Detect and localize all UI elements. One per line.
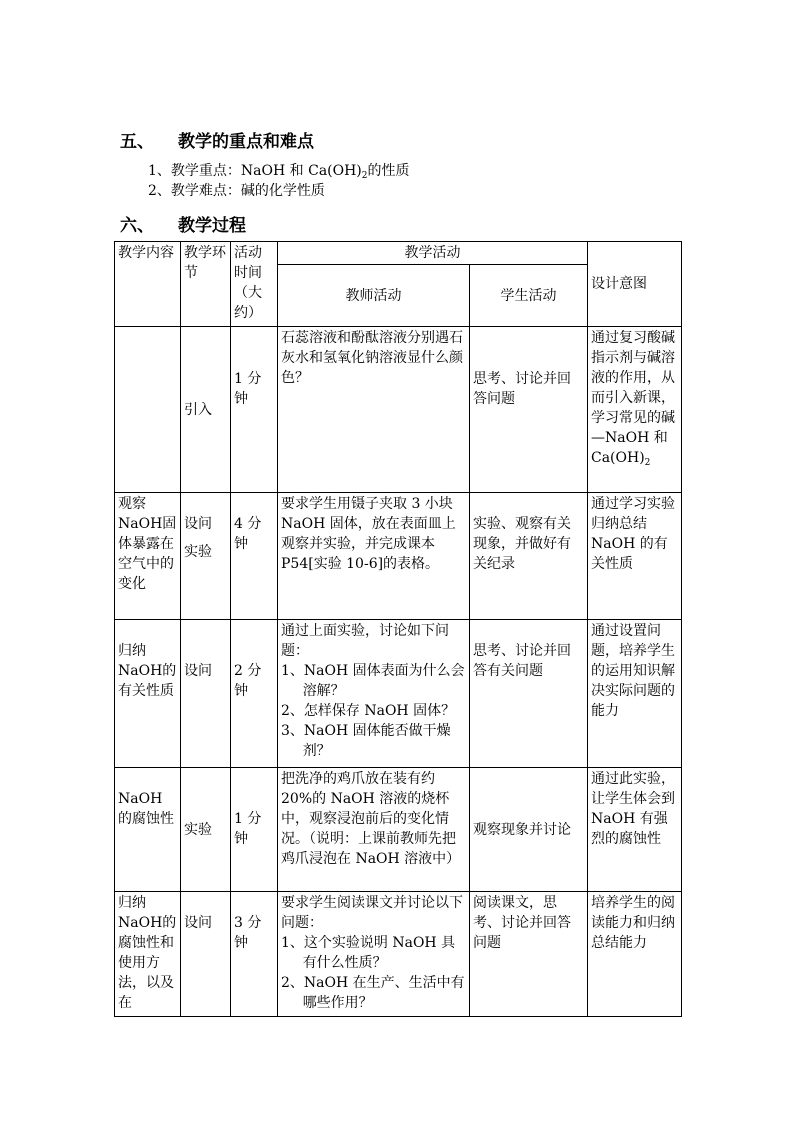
row1-student: 思考、讨论并回答问题: [470, 327, 588, 493]
difficulty-line: 2、教学难点：碱的化学性质: [148, 183, 325, 199]
row2-teacher: 要求学生用镊子夹取 3 小块 NaOH 固体，放在表面皿上观察并实验，并完成课本 P54[实验 10-6]的表格。: [278, 493, 470, 620]
row1-stage: 引入: [181, 327, 231, 493]
row5-student: 阅读课文，思考、讨论并回答问题: [470, 892, 588, 1017]
key-point-label: 1、教学重点：: [148, 163, 241, 179]
row2-student: 实验、观察有关现象，并做好有关纪录: [470, 493, 588, 620]
row4-intent: 通过此实验，让学生体会到 NaOH 有强烈的腐蚀性: [588, 768, 682, 892]
header-activities: 教学活动: [278, 242, 588, 265]
list-item: 1、这个实验说明 NaOH 具有什么性质？: [281, 935, 456, 971]
table-row: [115, 620, 682, 768]
header-student: 学生活动: [470, 265, 588, 327]
row4-student: 观察现象并讨论: [470, 768, 588, 892]
table-row: [115, 327, 682, 493]
header-content: 教学内容: [115, 242, 181, 327]
row1-teacher: 石蕊溶液和酚酞溶液分别遇石灰水和氢氧化钠溶液显什么颜色？: [278, 327, 470, 493]
row1-time: 1 分钟: [231, 327, 278, 493]
row3-intent: 通过设置问题，培养学生的运用知识解决实际问题的能力: [588, 620, 682, 768]
row1-content: [115, 327, 181, 493]
row4-time: 1 分钟: [231, 768, 278, 892]
row3-time: 2 分钟: [231, 620, 278, 768]
header-stage: 教学环节: [181, 242, 231, 327]
row3-teacher: 通过上面实验，讨论如下问题： 1、NaOH 固体表面为什么会溶解？ 2、怎样保存 NaOH 固体？ 3、NaOH 固体能否做干燥剂？: [278, 620, 470, 768]
section-5-heading: [120, 127, 314, 152]
row3-stage: 设问: [181, 620, 231, 768]
section-6-number: 六、: [120, 216, 154, 236]
header-intent: 设计意图: [588, 242, 682, 327]
list-item: 3、NaOH 固体能否做干燥剂？: [281, 723, 451, 759]
key-point-line: [148, 160, 410, 180]
section-6-heading: [120, 211, 246, 236]
section-5-title: 教学的重点和难点: [178, 132, 314, 152]
row2-intent: 通过学习实验归纳总结 NaOH 的有关性质: [588, 493, 682, 620]
table-row: [115, 892, 682, 1017]
section-6-title: 教学过程: [178, 216, 246, 236]
row5-content: 归纳NaOH的腐蚀性和使用方法，以及在: [115, 892, 181, 1017]
row2-stage: 设问 实验: [181, 493, 231, 620]
header-teacher: 教师活动: [278, 265, 470, 327]
row4-content: NaOH 的腐蚀性: [115, 768, 181, 892]
row5-stage: 设问: [181, 892, 231, 1017]
row5-teacher: 要求学生阅读课文并讨论以下问题： 1、这个实验说明 NaOH 具有什么性质？ 2、NaOH 在生产、生活中有哪些作用？: [278, 892, 470, 1017]
row2-time: 4 分钟: [231, 493, 278, 620]
key-point-subscript: 2: [361, 171, 368, 181]
key-point-suffix: 的性质: [367, 163, 410, 179]
list-item: 1、NaOH 固体表面为什么会溶解？: [281, 663, 465, 699]
table-row: [115, 493, 682, 620]
lesson-process-table: [114, 241, 682, 1017]
row2-content: 观察NaOH固体暴露在空气中的变化: [115, 493, 181, 620]
key-point-text: NaOH 和 Ca(OH): [240, 163, 362, 179]
row1-intent: 通过复习酸碱指示剂与碱溶液的作用，从而引入新课，学习常见的碱—NaOH 和 $Ca(OH)_2$: [588, 327, 682, 493]
section-5-number: 五、: [120, 132, 154, 152]
row5-time: 3 分钟: [231, 892, 278, 1017]
row4-stage: 实验: [181, 768, 231, 892]
row4-teacher: 把洗净的鸡爪放在装有约 20%的 NaOH 溶液的烧杯中，观察浸泡前后的变化情况。（说明：上课前教师先把鸡爪浸泡在 NaOH 溶液中）: [278, 768, 470, 892]
row5-intent: 培养学生的阅读能力和归纳总结能力: [588, 892, 682, 1017]
row3-content: 归纳NaOH的有关性质: [115, 620, 181, 768]
table-row: [115, 768, 682, 892]
list-item: 2、NaOH 在生产、生活中有哪些作用？: [281, 975, 465, 1011]
list-item: 2、怎样保存 NaOH 固体？: [281, 703, 456, 719]
header-time: 活动时间（大约）: [231, 242, 278, 327]
row3-student: 思考、讨论并回答有关问题: [470, 620, 588, 768]
